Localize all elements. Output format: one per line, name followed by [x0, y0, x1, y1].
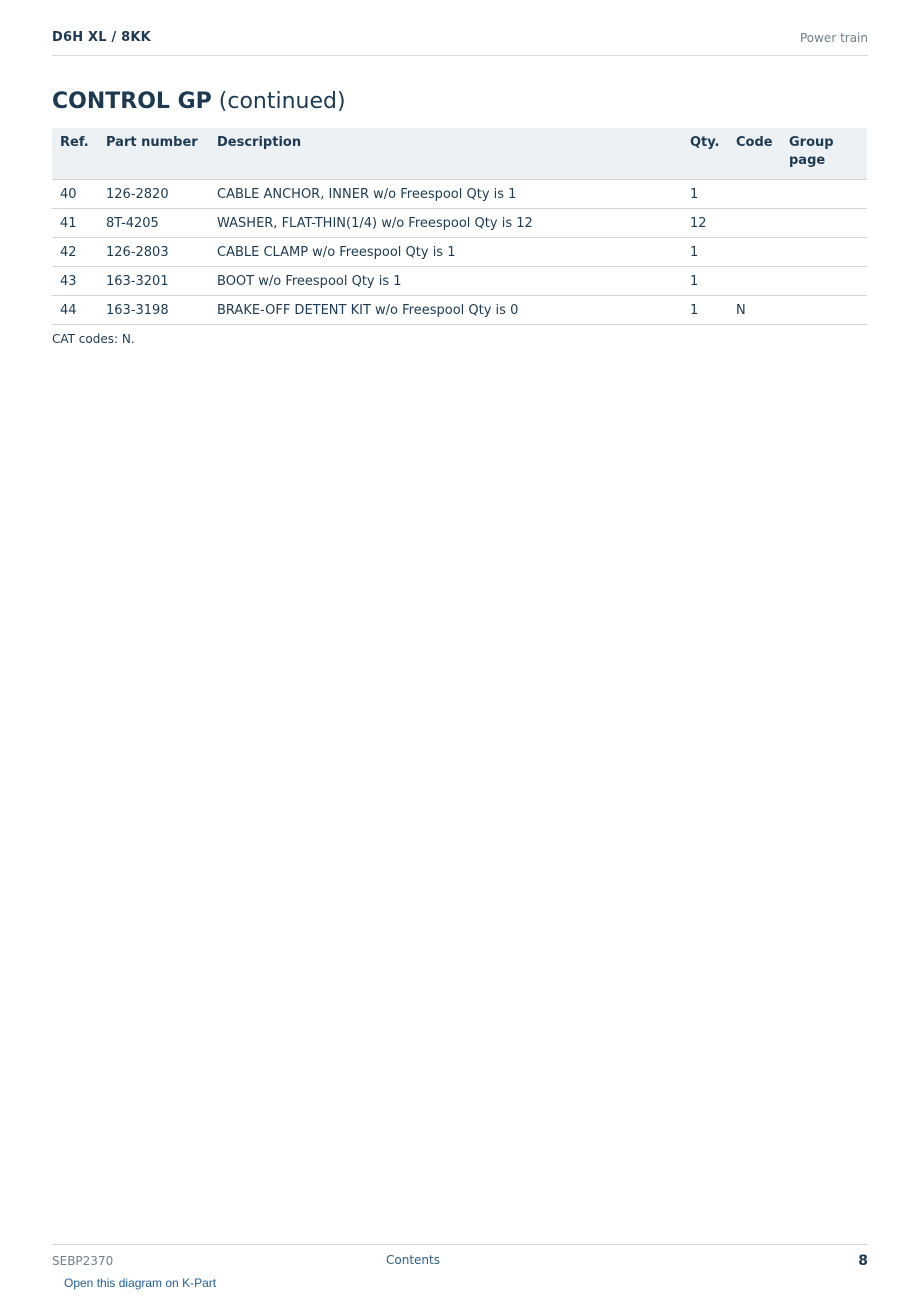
- col-code-header: Code: [728, 128, 781, 180]
- cell-ref: 40: [52, 180, 98, 209]
- col-qty-label: Qty.: [690, 135, 720, 150]
- cell-code: [728, 180, 781, 209]
- page-header: [52, 28, 868, 56]
- cell-description: WASHER, FLAT-THIN(1/4) w/o Freespool Qty is 12: [209, 209, 682, 238]
- col-description-header: Description: [209, 128, 682, 180]
- table-row: [52, 209, 867, 238]
- cell-group-page: [781, 238, 867, 267]
- cell-description: BOOT w/o Freespool Qty is 1: [209, 267, 682, 296]
- cell-group-page: [781, 267, 867, 296]
- cell-ref: 44: [52, 296, 98, 325]
- cell-ref: 42: [52, 238, 98, 267]
- page-footer: [52, 1244, 868, 1275]
- col-part-number-header: Part number: [98, 128, 209, 180]
- cell-part-number: 126-2803: [98, 238, 209, 267]
- cell-group-page: [781, 209, 867, 238]
- col-ref-header: Ref.: [52, 128, 98, 180]
- table-row: [52, 238, 867, 267]
- col-group-page-label: Group page: [789, 135, 834, 168]
- cell-group-page: [781, 180, 867, 209]
- cat-codes-note: CAT codes: N.: [52, 332, 135, 346]
- cell-group-page: [781, 296, 867, 325]
- table-row: [52, 267, 867, 296]
- parts-table: [52, 128, 867, 325]
- page-title-main: CONTROL GP: [52, 89, 212, 114]
- cell-qty: 1: [682, 267, 728, 296]
- cell-qty: 1: [682, 296, 728, 325]
- header-row: [52, 128, 867, 180]
- document-id: SEBP2370: [52, 1254, 114, 1268]
- cell-description: BRAKE-OFF DETENT KIT w/o Freespool Qty is 0: [209, 296, 682, 325]
- cell-code: N: [728, 296, 781, 325]
- cell-part-number: 163-3201: [98, 267, 209, 296]
- cell-qty: 1: [682, 238, 728, 267]
- col-group-page-header: [781, 128, 867, 180]
- parts-table-body: [52, 180, 867, 325]
- parts-table-header: [52, 128, 867, 180]
- cell-qty: 12: [682, 209, 728, 238]
- cell-part-number: 126-2820: [98, 180, 209, 209]
- cell-code: [728, 209, 781, 238]
- col-qty-header: [682, 128, 728, 180]
- table-row: [52, 296, 867, 325]
- cell-description: CABLE CLAMP w/o Freespool Qty is 1: [209, 238, 682, 267]
- page-number: 8: [858, 1253, 868, 1269]
- cell-ref: 41: [52, 209, 98, 238]
- section-name: Power train: [799, 31, 868, 45]
- cell-ref: 43: [52, 267, 98, 296]
- open-kpart-link[interactable]: Open this diagram on K-Part: [64, 1276, 217, 1290]
- cell-description: CABLE ANCHOR, INNER w/o Freespool Qty is 1: [209, 180, 682, 209]
- cell-part-number: 8T-4205: [98, 209, 209, 238]
- model-identifier: D6H XL / 8KK: [52, 30, 151, 45]
- page-title: [52, 89, 346, 114]
- contents-link[interactable]: Contents: [386, 1253, 440, 1267]
- cell-code: [728, 267, 781, 296]
- cell-part-number: 163-3198: [98, 296, 209, 325]
- cell-qty: 1: [682, 180, 728, 209]
- page-title-suffix: (continued): [218, 89, 346, 114]
- cell-code: [728, 238, 781, 267]
- table-row: [52, 180, 867, 209]
